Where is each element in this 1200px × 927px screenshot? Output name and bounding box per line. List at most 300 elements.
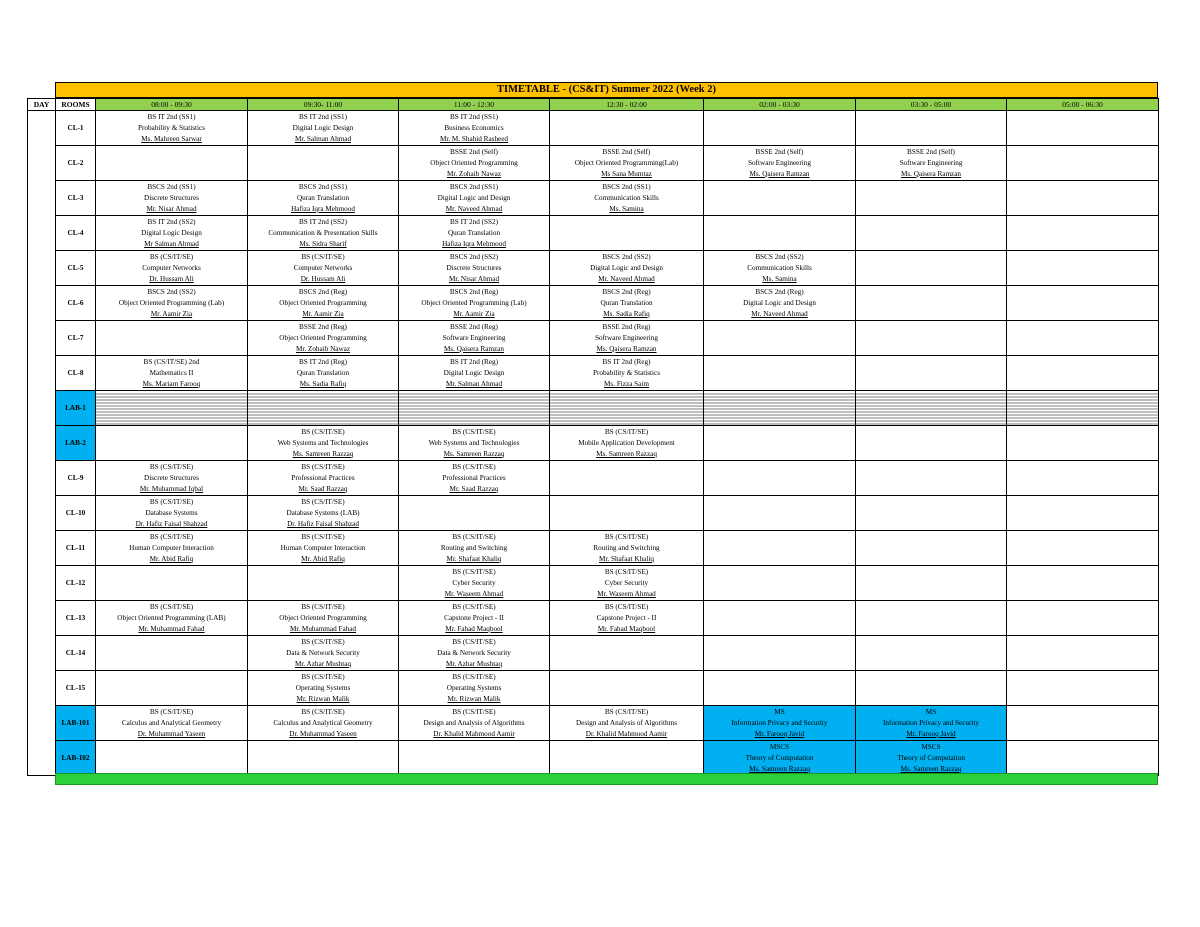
class-cell: [856, 321, 1007, 356]
class-program: BS (CS/IT/SE): [452, 602, 496, 611]
class-course: Digital Logic Design: [141, 228, 202, 237]
table-row: [28, 531, 1159, 566]
class-cell: [1007, 566, 1159, 601]
class-instructor: Ms. Qaisera Ramzan: [596, 344, 657, 353]
room-cell: CL-8: [56, 356, 96, 391]
class-instructor: Dr. Hussam Ali: [149, 274, 194, 283]
header-row: [28, 99, 1159, 111]
class-program: BS (CS/IT/SE): [452, 567, 496, 576]
room-cell: CL-10: [56, 496, 96, 531]
class-cell: [1007, 391, 1159, 426]
class-program: BS (CS/IT/SE) 2nd: [143, 357, 200, 366]
class-cell: [399, 391, 550, 426]
class-course: Design and Analysis of Algorithms: [575, 718, 678, 727]
class-cell: [856, 146, 1007, 181]
class-instructor: Mr. Zohaib Nawaz: [295, 344, 351, 353]
class-cell: [248, 286, 399, 321]
class-course: Calculus and Analytical Geometry: [121, 718, 222, 727]
header-day: DAY: [28, 99, 56, 111]
header-slot: 05:00 - 06:30: [1007, 99, 1159, 111]
class-course: Object Oriented Programming: [279, 333, 367, 342]
class-cell: [704, 601, 856, 636]
class-program: BS IT 2nd (SS2): [299, 217, 347, 226]
class-program: BSCS 2nd (SS1): [298, 182, 348, 191]
class-instructor: Mr. Waseem Ahmad: [444, 589, 504, 598]
class-program: BS (CS/IT/SE): [301, 427, 345, 436]
class-cell: [704, 146, 856, 181]
class-cell: [856, 391, 1007, 426]
class-cell: [248, 706, 399, 741]
class-cell: [399, 426, 550, 461]
class-cell: [96, 461, 248, 496]
room-cell: CL-14: [56, 636, 96, 671]
class-instructor: Ms. Sadia Rafiq: [603, 309, 650, 318]
class-instructor: Mr. Saad Razzaq: [449, 484, 499, 493]
class-cell: [1007, 496, 1159, 531]
class-cell: [96, 111, 248, 146]
class-cell: [550, 286, 704, 321]
header-slot: 02:00 - 03:30: [704, 99, 856, 111]
class-course: Quran Translation: [600, 298, 653, 307]
class-cell: [704, 741, 856, 776]
class-cell: [248, 496, 399, 531]
class-instructor: Mr. Aamir Zia: [302, 309, 344, 318]
class-course: Capstone Project - II: [444, 613, 504, 622]
class-program: BSCS 2nd (SS1): [147, 182, 196, 191]
class-program: MS: [774, 707, 785, 716]
class-cell: [96, 146, 248, 181]
room-cell: LAB-1: [56, 391, 96, 426]
class-course: Database Systems (LAB): [286, 508, 360, 517]
class-program: BS IT 2nd (Reg): [299, 357, 347, 366]
class-cell: [550, 461, 704, 496]
class-cell: [550, 741, 704, 776]
class-program: BS (CS/IT/SE): [301, 602, 345, 611]
class-cell: [550, 636, 704, 671]
class-cell: [399, 741, 550, 776]
class-instructor: Mr. Shafaat Khaliq: [599, 554, 654, 563]
room-cell: CL-5: [56, 251, 96, 286]
class-cell: [96, 706, 248, 741]
class-instructor: Ms. Samreen Razzaq: [443, 449, 505, 458]
class-cell: [856, 496, 1007, 531]
class-program: BS IT 2nd (Reg): [602, 357, 651, 366]
class-program: BS IT 2nd (SS1): [450, 112, 498, 121]
class-program: BSCS 2nd (Reg): [298, 287, 348, 296]
class-cell: [399, 496, 550, 531]
class-course: Probability & Statistics: [592, 368, 661, 377]
class-program: BS (CS/IT/SE): [149, 532, 194, 541]
class-cell: [96, 566, 248, 601]
class-cell: [704, 531, 856, 566]
class-cell: [248, 671, 399, 706]
room-cell: CL-12: [56, 566, 96, 601]
class-course: Discrete Structures: [446, 263, 502, 272]
class-cell: [248, 181, 399, 216]
class-cell: [550, 706, 704, 741]
class-cell: [856, 601, 1007, 636]
table-row: [28, 601, 1159, 636]
class-course: Quran Translation: [447, 228, 501, 237]
class-course: Human Computer Interaction: [280, 543, 366, 552]
timetable-grid: [27, 98, 1159, 776]
class-cell: [248, 356, 399, 391]
table-row: [28, 741, 1159, 776]
class-instructor: Ms. Qaisera Ramzan: [443, 344, 505, 353]
class-instructor: Ms. Sadia Rafiq: [299, 379, 347, 388]
class-cell: [96, 356, 248, 391]
class-course: Mobile Application Development: [578, 438, 675, 447]
class-cell: [1007, 181, 1159, 216]
header-slot: 11:00 - 12:30: [399, 99, 550, 111]
class-instructor: Ms. Qaisera Ramzan: [900, 169, 962, 178]
class-program: BSSE 2nd (Reg): [450, 322, 498, 331]
class-instructor: Mr. Farooq Javid: [754, 729, 805, 738]
room-cell: LAB-102: [56, 741, 96, 776]
room-cell: CL-6: [56, 286, 96, 321]
class-program: BS (CS/IT/SE): [149, 707, 194, 716]
class-program: BS IT 2nd (SS1): [147, 112, 196, 121]
class-program: BS (CS/IT/SE): [604, 532, 649, 541]
class-cell: [856, 636, 1007, 671]
table-row: [28, 426, 1159, 461]
class-program: BS (CS/IT/SE): [452, 707, 496, 716]
class-program: BS IT 2nd (SS2): [147, 217, 196, 226]
class-program: BS (CS/IT/SE): [149, 602, 194, 611]
class-instructor: Mr. M. Shahid Rasheed: [439, 134, 509, 143]
class-cell: [96, 671, 248, 706]
class-cell: [399, 706, 550, 741]
class-cell: [856, 566, 1007, 601]
class-cell: [96, 531, 248, 566]
class-cell: [399, 601, 550, 636]
class-course: Object Oriented Programming(Lab): [574, 158, 679, 167]
class-cell: [399, 146, 550, 181]
table-row: [28, 566, 1159, 601]
class-cell: [96, 741, 248, 776]
class-course: Human Computer Interaction: [129, 543, 214, 552]
class-cell: [1007, 286, 1159, 321]
class-cell: [856, 111, 1007, 146]
class-instructor: Mr. Abid Rafiq: [301, 554, 345, 563]
class-cell: [550, 216, 704, 251]
class-cell: [856, 356, 1007, 391]
class-cell: [248, 426, 399, 461]
class-program: BS (CS/IT/SE): [149, 462, 194, 471]
class-cell: [1007, 636, 1159, 671]
class-cell: [1007, 706, 1159, 741]
class-instructor: Mr. Azhar Mushtaq: [445, 659, 503, 668]
class-instructor: Ms. Samreen Razzaq: [900, 764, 962, 773]
class-instructor: Ms. Sidra Sharif: [299, 239, 347, 248]
class-program: BS (CS/IT/SE): [452, 532, 496, 541]
class-course: Object Oriented Programming: [279, 298, 367, 307]
class-program: MSCS: [921, 742, 941, 751]
class-cell: [96, 391, 248, 426]
class-cell: [1007, 601, 1159, 636]
class-instructor: Hafiza Iqra Mehmood: [442, 239, 506, 248]
class-instructor: Mr. Zohaib Nawaz: [446, 169, 502, 178]
class-program: BS (CS/IT/SE): [452, 462, 496, 471]
class-instructor: Dr. Khalid Mahmood Aamir: [585, 729, 668, 738]
class-cell: [96, 286, 248, 321]
class-program: BS (CS/IT/SE): [149, 252, 194, 261]
class-cell: [1007, 251, 1159, 286]
room-cell: LAB-101: [56, 706, 96, 741]
class-program: BS IT 2nd (Reg): [450, 357, 498, 366]
header-slot: 08:00 - 09:30: [96, 99, 248, 111]
class-cell: [248, 391, 399, 426]
class-course: Routing and Switching: [593, 543, 660, 552]
class-program: BS (CS/IT/SE): [452, 672, 496, 681]
class-cell: [550, 181, 704, 216]
class-cell: [704, 426, 856, 461]
class-cell: [550, 111, 704, 146]
class-course: Information Privacy and Security: [731, 718, 828, 727]
class-program: BSCS 2nd (SS1): [449, 182, 499, 191]
room-cell: CL-4: [56, 216, 96, 251]
class-course: Digital Logic Design: [443, 368, 505, 377]
class-instructor: Mr. Azhar Mushtaq: [294, 659, 352, 668]
class-cell: [856, 671, 1007, 706]
class-course: Probability & Statistics: [137, 123, 206, 132]
class-cell: [399, 251, 550, 286]
class-instructor: Mr. Fahad Maqbool: [445, 624, 503, 633]
class-cell: [704, 181, 856, 216]
table-row: [28, 461, 1159, 496]
room-cell: LAB-2: [56, 426, 96, 461]
class-instructor: Dr. Muhammad Yaseen: [137, 729, 206, 738]
class-course: Cyber Security: [452, 578, 496, 587]
class-course: Routing and Switching: [440, 543, 508, 552]
day-cell: [28, 111, 56, 776]
class-cell: [550, 671, 704, 706]
header-slot: 09:30- 11:00: [248, 99, 399, 111]
class-program: BSSE 2nd (Self): [450, 147, 498, 156]
class-program: BS (CS/IT/SE): [149, 497, 194, 506]
class-program: MSCS: [769, 742, 790, 751]
class-instructor: Ms. Mariam Farooq: [142, 379, 201, 388]
class-instructor: Mr. Salman Ahmad: [294, 134, 352, 143]
class-instructor: Mr. Rizwan Malik: [447, 694, 501, 703]
class-cell: [96, 601, 248, 636]
class-instructor: Ms. Samina: [609, 204, 644, 213]
class-instructor: Mr. Rizwan Malik: [296, 694, 350, 703]
class-cell: [550, 496, 704, 531]
class-course: Professional Practices: [291, 473, 355, 482]
class-course: Database Systems: [145, 508, 198, 517]
class-instructor: Ms. Samreen Razzaq: [596, 449, 657, 458]
class-cell: [96, 216, 248, 251]
class-cell: [248, 111, 399, 146]
class-cell: [550, 566, 704, 601]
class-cell: [1007, 146, 1159, 181]
class-program: BSCS 2nd (SS2): [755, 252, 804, 261]
class-instructor: Ms. Samina: [762, 274, 797, 283]
class-course: Digital Logic Design: [292, 123, 354, 132]
class-cell: [704, 321, 856, 356]
class-cell: [550, 601, 704, 636]
class-cell: [399, 216, 550, 251]
class-instructor: Mr. Fahad Maqbool: [597, 624, 656, 633]
class-course: Web Systems and Technologies: [277, 438, 369, 447]
room-cell: CL-1: [56, 111, 96, 146]
class-instructor: Dr. Muhammad Yaseen: [289, 729, 357, 738]
class-course: Mathematics II: [149, 368, 194, 377]
class-program: BSSE 2nd (Reg): [602, 322, 651, 331]
timetable-title: TIMETABLE - (CS&IT) Summer 2022 (Week 2): [55, 82, 1158, 98]
class-program: BSCS 2nd (Reg): [602, 287, 651, 296]
class-program: BSSE 2nd (Self): [907, 147, 955, 156]
class-program: BS (CS/IT/SE): [604, 602, 649, 611]
header-slot: 12:30 - 02:00: [550, 99, 704, 111]
class-instructor: Dr. Hafiz Faisal Shahzad: [287, 519, 359, 528]
class-cell: [399, 111, 550, 146]
class-course: Digital Logic and Design: [743, 298, 816, 307]
class-cell: [96, 496, 248, 531]
class-cell: [399, 566, 550, 601]
class-cell: [856, 741, 1007, 776]
class-cell: [399, 636, 550, 671]
class-cell: [856, 286, 1007, 321]
class-instructor: Ms. Qaisera Ramzan: [749, 169, 810, 178]
class-cell: [248, 146, 399, 181]
class-cell: [1007, 356, 1159, 391]
class-cell: [704, 496, 856, 531]
class-program: MS: [925, 707, 937, 716]
class-cell: [248, 531, 399, 566]
class-program: BSCS 2nd (SS1): [602, 182, 651, 191]
class-cell: [550, 146, 704, 181]
table-row: [28, 391, 1159, 426]
class-program: BS (CS/IT/SE): [604, 567, 649, 576]
class-cell: [96, 181, 248, 216]
class-course: Calculus and Analytical Geometry: [273, 718, 373, 727]
class-cell: [96, 426, 248, 461]
class-course: Computer Networks: [142, 263, 201, 272]
class-program: BS (CS/IT/SE): [301, 672, 345, 681]
class-course: Data & Network Security: [286, 648, 360, 657]
class-course: Communication & Presentation Skills: [268, 228, 378, 237]
class-instructor: Mr. Naveed Ahmad: [445, 204, 503, 213]
class-instructor: Mr. Naveed Ahmad: [598, 274, 655, 283]
table-row: [28, 321, 1159, 356]
class-instructor: Mr. Nisar Ahmad: [146, 204, 197, 213]
class-course: Cyber Security: [604, 578, 649, 587]
class-program: BS (CS/IT/SE): [301, 707, 345, 716]
class-cell: [550, 321, 704, 356]
class-course: Object Oriented Programming (LAB): [117, 613, 226, 622]
class-program: BSCS 2nd (SS2): [147, 287, 196, 296]
class-course: Theory of Computation: [897, 753, 965, 762]
class-program: BSSE 2nd (Self): [755, 147, 804, 156]
class-instructor: Mr. Muhammad Fahad: [289, 624, 357, 633]
class-program: BSCS 2nd (SS2): [602, 252, 651, 261]
class-program: BS IT 2nd (SS2): [450, 217, 498, 226]
class-cell: [550, 251, 704, 286]
class-instructor: Mr. Abid Rafiq: [149, 554, 194, 563]
class-course: Capstone Project - II: [596, 613, 657, 622]
class-cell: [248, 601, 399, 636]
class-cell: [399, 531, 550, 566]
class-program: BS (CS/IT/SE): [301, 462, 345, 471]
class-cell: [248, 216, 399, 251]
class-course: Software Engineering: [748, 158, 811, 167]
class-course: Web Systems and Technologies: [428, 438, 520, 447]
class-program: BS (CS/IT/SE): [604, 707, 649, 716]
class-cell: [856, 251, 1007, 286]
class-cell: [399, 321, 550, 356]
room-cell: CL-11: [56, 531, 96, 566]
room-cell: CL-2: [56, 146, 96, 181]
class-instructor: Ms. Fizza Saim: [604, 379, 649, 388]
class-program: BS (CS/IT/SE): [301, 252, 345, 261]
class-instructor: Dr. Hafiz Faisal Shahzad: [135, 519, 208, 528]
class-instructor: Hafiza Iqra Mehmood: [291, 204, 355, 213]
class-course: Information Privacy and Security: [882, 718, 979, 727]
class-course: Discrete Structures: [144, 193, 199, 202]
header-rooms: ROOMS: [56, 99, 96, 111]
class-course: Object Oriented Programming (Lab): [421, 298, 527, 307]
class-instructor: Mr. Naveed Ahmad: [751, 309, 808, 318]
class-cell: [399, 356, 550, 391]
class-cell: [1007, 426, 1159, 461]
class-cell: [399, 671, 550, 706]
class-program: BSSE 2nd (Reg): [299, 322, 347, 331]
class-course: Computer Networks: [293, 263, 353, 272]
class-course: Professional Practices: [442, 473, 506, 482]
class-cell: [1007, 671, 1159, 706]
class-cell: [856, 216, 1007, 251]
class-course: Digital Logic and Design: [590, 263, 663, 272]
class-cell: [704, 286, 856, 321]
class-cell: [1007, 741, 1159, 776]
table-row: [28, 111, 1159, 146]
class-cell: [1007, 531, 1159, 566]
class-cell: [96, 251, 248, 286]
class-program: BSCS 2nd (Reg): [755, 287, 804, 296]
room-cell: CL-3: [56, 181, 96, 216]
class-cell: [550, 356, 704, 391]
class-instructor: Mr. Farooq Javid: [906, 729, 956, 738]
class-course: Operating Systems: [446, 683, 502, 692]
class-instructor: Mr. Shafaat Khaliq: [446, 554, 502, 563]
class-instructor: Mr. Muhammad Iqbal: [139, 484, 204, 493]
class-cell: [248, 461, 399, 496]
class-instructor: Mr. Salman Ahmad: [445, 379, 503, 388]
class-cell: [856, 531, 1007, 566]
class-instructor: Mr. Nisar Ahmad: [448, 274, 500, 283]
class-program: BSCS 2nd (Reg): [449, 287, 499, 296]
class-instructor: Ms. Samreen Razzaq: [749, 764, 810, 773]
class-course: Operating Systems: [295, 683, 351, 692]
class-cell: [248, 566, 399, 601]
class-cell: [399, 461, 550, 496]
class-program: BSSE 2nd (Self): [602, 147, 651, 156]
class-cell: [704, 391, 856, 426]
class-course: Data & Network Security: [437, 648, 511, 657]
class-course: Design and Analysis of Algorithms: [423, 718, 525, 727]
class-instructor: Mr. Waseem Ahmad: [597, 589, 656, 598]
class-cell: [550, 426, 704, 461]
class-cell: [399, 286, 550, 321]
class-cell: [248, 741, 399, 776]
class-instructor: Ms. Mahreen Sarwar: [141, 134, 202, 143]
table-row: [28, 706, 1159, 741]
class-cell: [704, 216, 856, 251]
class-cell: [856, 181, 1007, 216]
class-program: BS IT 2nd (SS1): [299, 112, 347, 121]
